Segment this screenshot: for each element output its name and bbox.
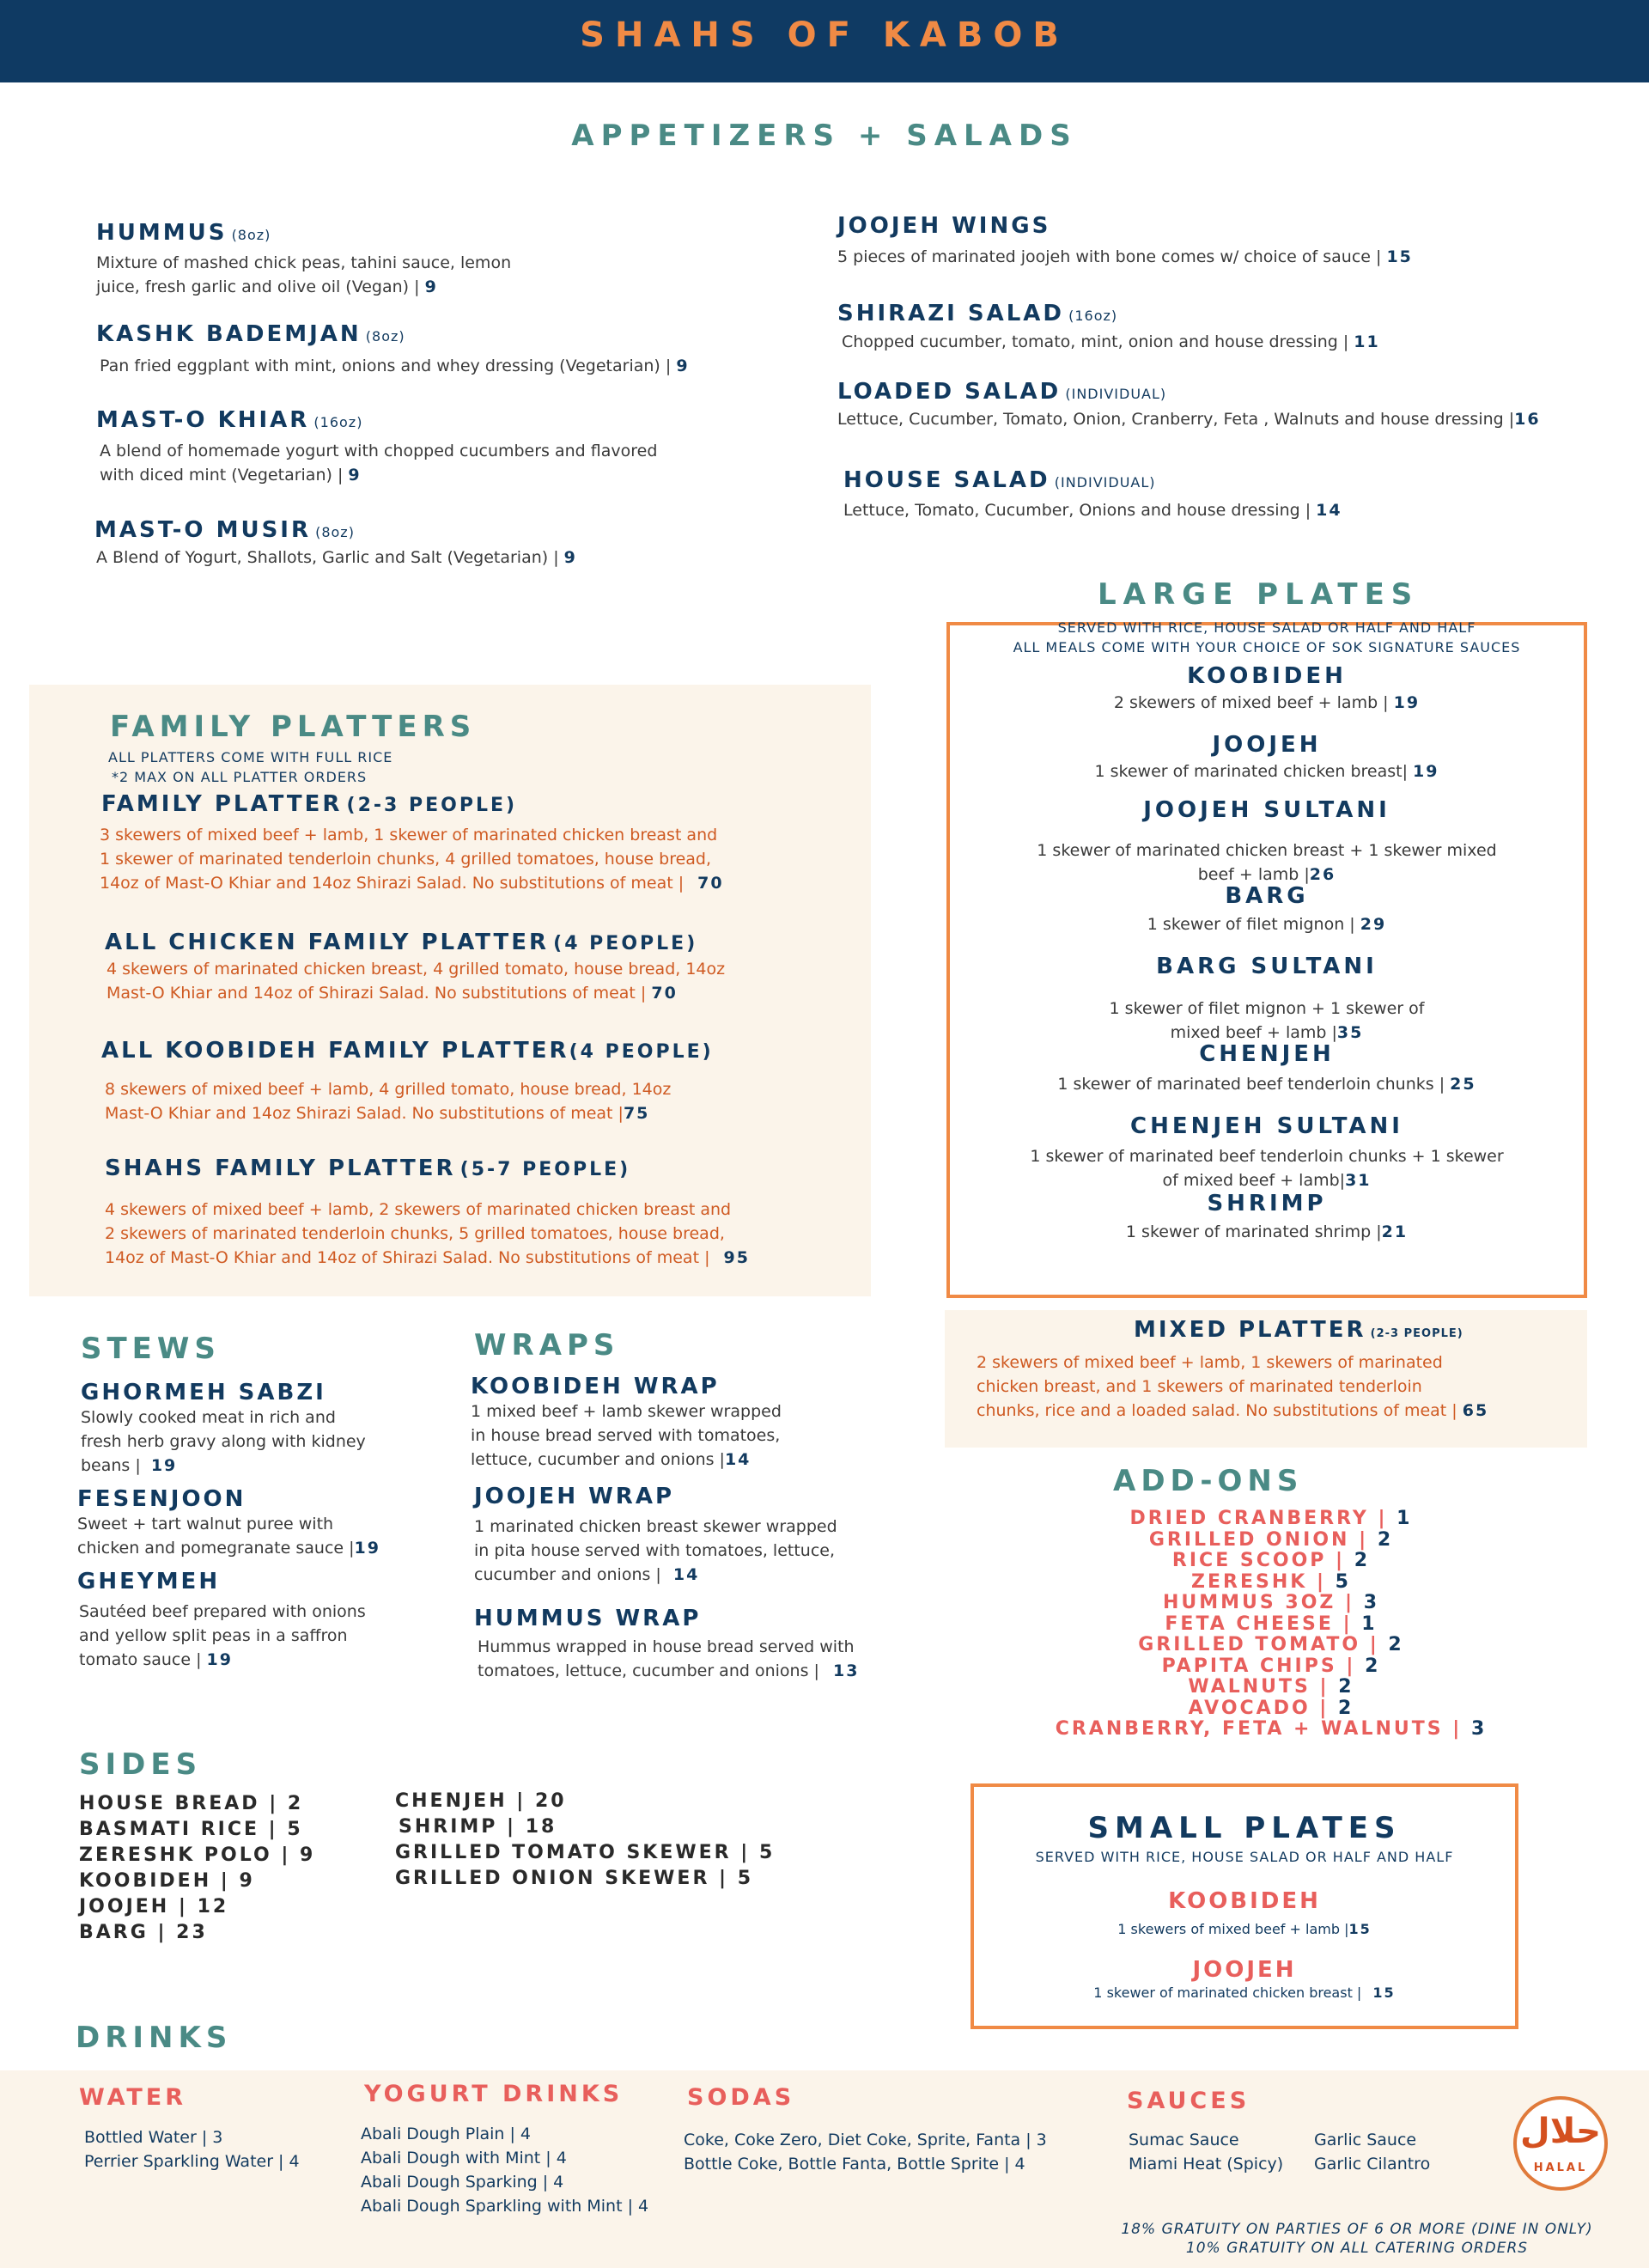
side-item: CHENJEH | 20 [395, 1790, 567, 1812]
side-item: ZERESHK POLO | 9 [79, 1844, 316, 1866]
price: 25 [1450, 1075, 1476, 1094]
item-name: GHEYMEH [77, 1569, 221, 1594]
side-item: BARG | 23 [79, 1922, 208, 1943]
plate-name: CHENJEH [1199, 1041, 1335, 1067]
item-name: KOOBIDEH WRAP [471, 1374, 720, 1399]
appetizer-desc [842, 330, 1380, 354]
item-size: (4 PEOPLE) [553, 933, 698, 954]
price: 19 [206, 1650, 233, 1669]
addon-item: GRILLED ONION | 2 [1148, 1528, 1394, 1551]
drink-line: Abali Dough Sparkling with Mint | 4 [361, 2197, 649, 2216]
side-item: BASMATI RICE | 5 [79, 1819, 303, 1840]
desc-line: chunks, rice and a loaded salad. No substitutions of meat | [977, 1401, 1457, 1420]
appetizer-desc [100, 354, 690, 378]
item-name: MAST-O KHIAR [96, 407, 310, 433]
item-name: HUMMUS WRAP [474, 1606, 702, 1631]
item-size: (8oz) [231, 227, 271, 243]
item-size: (8oz) [315, 524, 355, 540]
item-desc: Slowly cooked meat in rich and fresh herb gravy along with kidney beans | 19 [81, 1408, 366, 1475]
plate-desc: 1 skewer of marinated chicken breast| 19 [1094, 762, 1439, 781]
large-note: SERVED WITH RICE, HOUSE SALAD OR HALF AND HALF [1057, 619, 1476, 636]
price: 15 [1348, 1921, 1372, 1937]
item-size: (16oz) [1068, 308, 1118, 324]
price: 9 [563, 548, 577, 567]
addon-item: HUMMUS 3OZ | 3 [1162, 1592, 1380, 1613]
side-item: JOOJEH | 12 [79, 1896, 229, 1917]
appetizer-item [96, 407, 362, 433]
addon-item: RICE SCOOP | 2 [1171, 1550, 1371, 1571]
drinks-sauces-col-2 [1314, 2128, 1430, 2176]
appetizer-desc [843, 498, 1342, 522]
drinks-water-title: WATER [79, 2084, 187, 2111]
addons-title: ADD-ONS [1113, 1464, 1304, 1498]
item-name: SHAHS FAMILY PLATTER [105, 1155, 456, 1181]
appetizer-desc [100, 439, 657, 487]
plate-desc: 1 skewer of filet mignon + 1 skewer of mixed beef + lamb |35 [1109, 999, 1425, 1042]
desc-line: Pan fried eggplant with mint, onions and whey dressing (Vegetarian) | [100, 357, 672, 375]
item-name: JOOJEH WRAP [474, 1484, 675, 1509]
desc-line: 2 skewers of marinated tenderloin chunks, 5 grilled tomatoes, house bread, [105, 1224, 725, 1243]
desc-line: 1 skewer of marinated tenderloin chunks, 4 grilled tomatoes, house bread, [100, 850, 712, 869]
item-size: (16oz) [313, 414, 363, 430]
price: 19 [150, 1456, 178, 1475]
item-name: FAMILY PLATTER [101, 791, 343, 817]
drinks-yogurt-title: YOGURT DRINKS [364, 2081, 624, 2107]
sides-title: SIDES [79, 1747, 203, 1782]
price: 19 [1413, 762, 1439, 781]
family-desc [105, 1077, 671, 1125]
stews-list [77, 1380, 441, 1672]
appetizer-item [837, 379, 1166, 405]
plate-name: JOOJEH SULTANI [1143, 797, 1390, 823]
appetizer-item [94, 517, 355, 543]
drink-line: Abali Dough with Mint | 4 [361, 2149, 567, 2167]
mixed-desc [977, 1350, 1488, 1423]
appetizer-item [96, 321, 405, 347]
appetizers-title: APPETIZERS + SALADS [571, 119, 1078, 153]
item-desc: Hummus wrapped in house bread served with tomatoes, lettuce, cucumber and onions | 13 [478, 1637, 860, 1680]
appetizer-desc [96, 251, 511, 299]
small-item-desc: 1 skewer of marinated chicken breast | 15 [1093, 1984, 1396, 2001]
brand-title: SHAHS OF KABOB [580, 15, 1069, 55]
appetizer-item [843, 467, 1156, 493]
plate-name: CHENJEH SULTANI [1130, 1113, 1403, 1139]
family-item [101, 1038, 714, 1064]
halal-label: HALAL [1533, 2161, 1588, 2174]
item-desc: Sweet + tart walnut puree with chicken and pomegranate sauce |19 [77, 1515, 380, 1558]
addon-item: ZERESHK | 5 [1191, 1570, 1351, 1593]
desc-line: Lettuce, Tomato, Cucumber, Onions and house dressing | [843, 501, 1311, 520]
desc-line: 14oz of Mast-O Khiar and 14oz of Shirazi Salad. No substitutions of meat | [105, 1248, 710, 1267]
gratuity-note: 18% GRATUITY ON PARTIES OF 6 OR MORE (DINE IN ONLY) 10% GRATUITY ON ALL CATERING ORDERS [1121, 2221, 1593, 2257]
plate-desc: 1 skewer of filet mignon | 29 [1147, 915, 1387, 934]
price: 14 [1316, 501, 1342, 520]
price: 70 [697, 874, 724, 893]
item-size: (2-3 PEOPLE) [1370, 1327, 1463, 1340]
sides-col-1 [79, 1791, 315, 1946]
desc-line: A blend of homemade yogurt with chopped cucumbers and flavored [100, 442, 658, 460]
mixed-platter-heading [1134, 1317, 1463, 1343]
item-name: LOADED SALAD [837, 379, 1062, 405]
family-note: ALL PLATTERS COME WITH FULL RICE [108, 749, 393, 765]
stews-title: STEWS [81, 1332, 221, 1366]
addon-item: AVOCADO | 2 [1188, 1697, 1354, 1719]
item-size: (INDIVIDUAL) [1065, 386, 1167, 402]
appetizer-desc [837, 407, 1541, 431]
desc-line: 5 pieces of marinated joojeh with bone comes w/ choice of sauce | [837, 247, 1382, 266]
price: 13 [832, 1661, 860, 1680]
price: 11 [1354, 332, 1380, 351]
addon-item: GRILLED TOMATO | 2 [1138, 1634, 1404, 1655]
drinks-sauces-title: SAUCES [1127, 2088, 1250, 2114]
drinks-sodas-list [684, 2128, 1047, 2176]
desc-line: with diced mint (Vegetarian) | [100, 466, 344, 485]
wraps-list [471, 1374, 917, 1683]
halal-badge [1513, 2096, 1608, 2191]
plate-name: BARG [1225, 883, 1309, 909]
small-item-name: JOOJEH [1192, 1957, 1297, 1983]
item-size: (4 PEOPLE) [569, 1041, 714, 1063]
plate-desc: 1 skewer of marinated beef tenderloin chunks + 1 skewer of mixed beef + lamb|31 [1030, 1147, 1504, 1190]
price: 9 [348, 466, 362, 485]
desc-line: Chopped cucumber, tomato, mint, onion and house dressing | [842, 332, 1349, 351]
drink-line: Coke, Coke Zero, Diet Coke, Sprite, Fanta | 3 [684, 2131, 1047, 2149]
item-name: FESENJOON [77, 1486, 246, 1512]
price: 75 [623, 1104, 650, 1123]
drink-line: Bottled Water | 3 [84, 2128, 223, 2147]
side-item: GRILLED TOMATO SKEWER | 5 [395, 1842, 776, 1863]
drink-line: Miami Heat (Spicy) [1129, 2155, 1284, 2174]
drink-line: Sumac Sauce [1129, 2131, 1239, 2149]
item-name: ALL KOOBIDEH FAMILY PLATTER [101, 1038, 569, 1064]
price: 9 [676, 357, 690, 375]
family-desc [106, 957, 725, 1005]
family-item [101, 791, 517, 817]
drinks-water-list [84, 2125, 300, 2174]
item-name: MAST-O MUSIR [94, 517, 311, 543]
price: 95 [723, 1248, 750, 1267]
drink-line: Garlic Cilantro [1314, 2155, 1431, 2174]
large-plates-title: LARGE PLATES [1098, 577, 1420, 612]
item-desc: 1 marinated chicken breast skewer wrapped in pita house served with tomatoes, lettuce, cucumber and onions | 14 [474, 1517, 837, 1584]
family-desc [100, 823, 724, 895]
plate-desc: 2 skewers of mixed beef + lamb | 19 [1113, 693, 1421, 712]
family-title: FAMILY PLATTERS [110, 710, 477, 744]
desc-line: Mast-O Khiar and 14oz of Shirazi Salad. No substitutions of meat | [106, 984, 647, 1003]
plate-name: SHRIMP [1207, 1191, 1327, 1216]
sides-col-2 [395, 1789, 775, 1892]
item-name: GHORMEH SABZI [81, 1380, 326, 1405]
drink-line: Abali Dough Sparking | 4 [361, 2173, 564, 2192]
plate-desc: 1 skewer of marinated shrimp |21 [1125, 1222, 1409, 1241]
plate-name: KOOBIDEH [1187, 663, 1347, 689]
appetizer-item [837, 213, 1050, 239]
addons-list [945, 1509, 1597, 1741]
plate-name: BARG SULTANI [1156, 954, 1378, 979]
price: 19 [354, 1539, 380, 1558]
desc-line: 14oz of Mast-O Khiar and 14oz Shirazi Salad. No substitutions of meat | [100, 874, 685, 893]
addon-item: PAPITA CHIPS | 2 [1161, 1655, 1381, 1677]
desc-line: 4 skewers of mixed beef + lamb, 2 skewers of marinated chicken breast and [105, 1200, 732, 1219]
drink-line: Garlic Sauce [1314, 2131, 1417, 2149]
price: 35 [1336, 1023, 1364, 1042]
addon-item: WALNUTS | 2 [1188, 1676, 1354, 1698]
item-size: (2-3 PEOPLE) [346, 795, 518, 816]
small-item-name: KOOBIDEH [1168, 1888, 1321, 1914]
side-item: GRILLED ONION SKEWER | 5 [395, 1868, 754, 1889]
price: 15 [1372, 1984, 1396, 2001]
side-item: KOOBIDEH | 9 [79, 1870, 255, 1892]
addon-item: DRIED CRANBERRY | 1 [1129, 1508, 1413, 1529]
drink-line: Abali Dough Plain | 4 [361, 2125, 532, 2143]
family-desc [105, 1198, 750, 1270]
drinks-sodas-title: SODAS [687, 2084, 795, 2111]
large-plates-list [950, 663, 1584, 1244]
price: 70 [651, 984, 678, 1003]
appetizer-item [96, 220, 271, 246]
family-item [105, 1155, 630, 1181]
desc-line: 2 skewers of mixed beef + lamb, 1 skewers of marinated [977, 1353, 1443, 1372]
price: 26 [1309, 865, 1336, 884]
price: 15 [1386, 247, 1413, 266]
drink-line: Perrier Sparkling Water | 4 [84, 2152, 300, 2171]
family-item [105, 930, 697, 955]
item-name: HOUSE SALAD [843, 467, 1050, 493]
price: 14 [672, 1565, 700, 1584]
price: 9 [424, 277, 438, 296]
small-note: SERVED WITH RICE, HOUSE SALAD OR HALF AND HALF [1035, 1849, 1454, 1865]
desc-line: Mast-O Khiar and 14oz Shirazi Salad. No substitutions of meat | [105, 1104, 624, 1123]
desc-line: 3 skewers of mixed beef + lamb, 1 skewer of marinated chicken breast and [100, 826, 718, 844]
price: 14 [724, 1450, 751, 1469]
item-name: KASHK BADEMJAN [96, 321, 362, 347]
drinks-title: DRINKS [76, 2021, 233, 2055]
small-item-desc: 1 skewers of mixed beef + lamb |15 [1117, 1921, 1372, 1937]
small-plates-title: SMALL PLATES [1087, 1811, 1402, 1845]
side-item: SHRIMP | 18 [399, 1816, 557, 1838]
item-size: (INDIVIDUAL) [1054, 474, 1156, 491]
side-item: HOUSE BREAD | 2 [79, 1793, 304, 1814]
drinks-yogurt-list [361, 2122, 648, 2218]
appetizer-desc [96, 546, 577, 570]
drink-line: Bottle Coke, Bottle Fanta, Bottle Sprite | 4 [684, 2155, 1025, 2174]
plate-desc: 1 skewer of marinated chicken breast + 1 skewer mixed beef + lamb |26 [1037, 841, 1497, 884]
desc-line: 4 skewers of marinated chicken breast, 4 grilled tomato, house bread, 14oz [106, 960, 726, 979]
halal-arabic: حلال [1520, 2112, 1601, 2151]
item-name: JOOJEH WINGS [837, 213, 1051, 239]
item-name: HUMMUS [96, 220, 228, 246]
addon-item: FETA CHEESE | 1 [1165, 1613, 1378, 1635]
price: 65 [1462, 1401, 1489, 1420]
drinks-sauces-col-1 [1129, 2128, 1283, 2176]
price: 21 [1381, 1222, 1409, 1241]
item-name: SHIRAZI SALAD [837, 301, 1064, 326]
family-note: *2 MAX ON ALL PLATTER ORDERS [112, 769, 368, 785]
desc-line: A Blend of Yogurt, Shallots, Garlic and Salt (Vegetarian) | [96, 548, 559, 567]
price: 19 [1393, 693, 1421, 712]
item-desc: 1 mixed beef + lamb skewer wrapped in house bread served with tomatoes, lettuce, cucumber and onions |14 [471, 1402, 782, 1469]
appetizer-desc [837, 245, 1413, 269]
item-size: (5-7 PEOPLE) [459, 1159, 631, 1180]
item-name: ALL CHICKEN FAMILY PLATTER [105, 930, 550, 955]
plate-name: JOOJEH [1212, 732, 1322, 758]
desc-line: chicken breast, and 1 skewers of marinated tenderloin [977, 1377, 1422, 1396]
wraps-title: WRAPS [474, 1328, 620, 1363]
price: 29 [1360, 915, 1387, 934]
desc-line: 8 skewers of mixed beef + lamb, 4 grilled tomato, house bread, 14oz [105, 1080, 672, 1099]
item-desc: Sautéed beef prepared with onions and yellow split peas in a saffron tomato sauce | 19 [79, 1602, 366, 1669]
item-name: MIXED PLATTER [1134, 1317, 1366, 1343]
desc-line: Mixture of mashed chick peas, tahini sauce, lemon [96, 253, 512, 272]
plate-desc: 1 skewer of marinated beef tenderloin chunks | 25 [1057, 1075, 1476, 1094]
desc-line: juice, fresh garlic and olive oil (Vegan) | [96, 277, 420, 296]
desc-line: Lettuce, Cucumber, Tomato, Onion, Cranberry, Feta , Walnuts and house dressing | [837, 410, 1515, 429]
item-size: (8oz) [365, 328, 405, 344]
appetizer-item [837, 301, 1117, 326]
price: 31 [1345, 1171, 1372, 1190]
price: 16 [1514, 410, 1541, 429]
large-note: ALL MEALS COME WITH YOUR CHOICE OF SOK SIGNATURE SAUCES [1013, 639, 1521, 655]
addon-item: CRANBERRY, FETA + WALNUTS | 3 [1055, 1718, 1488, 1740]
